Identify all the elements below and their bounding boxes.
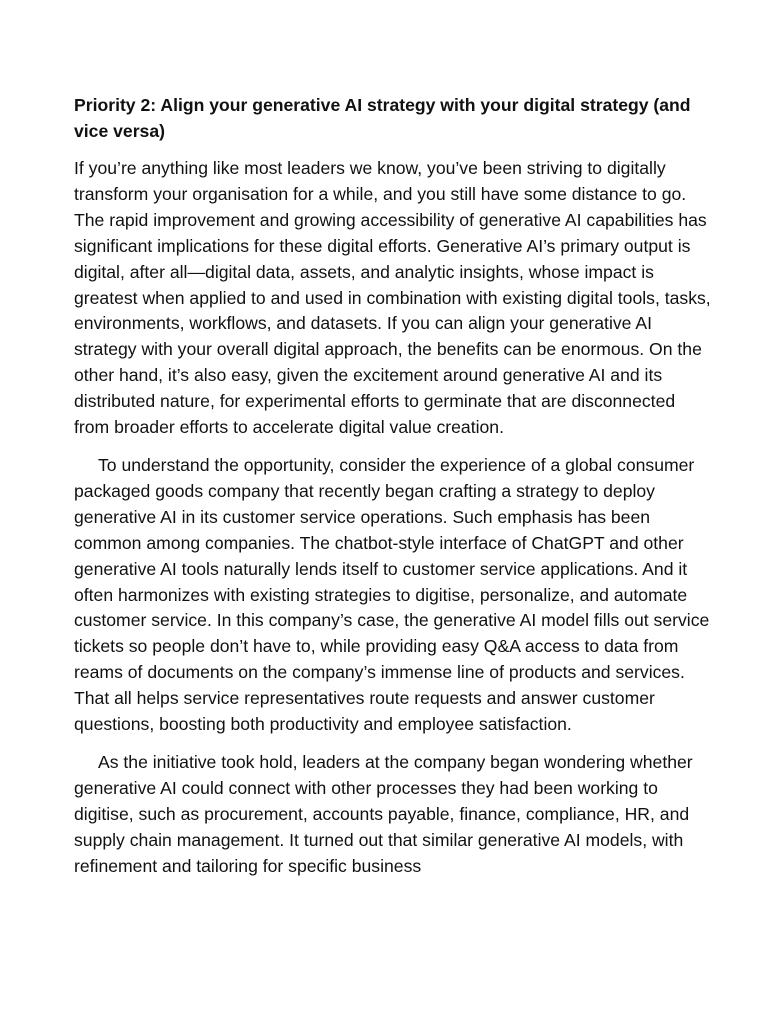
section-heading: Priority 2: Align your generative AI strategy with your digital strategy (and vice versa) xyxy=(74,95,691,141)
paragraph-3: As the initiative took hold, leaders at the company began wondering whether generative AI could connect with other processes they had been working to digitise, such as procurement, accounts payable, finance, compliance, HR, and supply chain management. It turned out that similar generative AI models, with refinement and tailoring for specific business xyxy=(74,751,693,876)
paragraph-1: If you’re anything like most leaders we know, you’ve been striving to digitally transform your organisation for a while, and you still have some distance to go. The rapid improvement and growing accessibility of generative AI capabilities has significant implications for these digital efforts. Generative AI’s primary output is digital, after all—digital data, assets, and analytic insights, whose impact is greatest when applied to and used in combination with existing digital tools, tasks, environments, workflows, and datasets. If you can align your generative AI strategy with your overall digital approach, the benefits can be enormous. On the other hand, it’s also easy, given the excitement around generative AI and its distributed nature, for experimental efforts to germinate that are disconnected from broader efforts to accelerate digital value creation. xyxy=(74,158,711,438)
paragraph-2: To understand the opportunity, consider the experience of a global consumer packaged goods company that recently began crafting a strategy to deploy generative AI in its customer service operations. Such emphasis has been common among companies. The chatbot-style interface of ChatGPT and other generative AI tools naturally lends itself to customer service applications. And it often harmonizes with existing strategies to digitise, personalize, and automate customer service. In this company’s case, the generative AI model fills out service tickets so people don’t have to, while providing easy Q&A access to data from reams of documents on the company’s immense line of products and services. That all helps service representatives route requests and answer customer questions, boosting both productivity and employee satisfaction. xyxy=(74,454,710,735)
document-page xyxy=(74,92,714,879)
